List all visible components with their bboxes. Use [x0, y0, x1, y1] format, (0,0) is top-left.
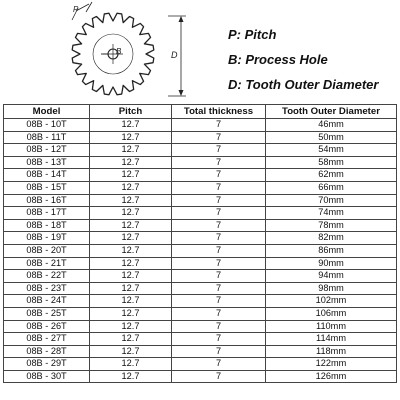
cell-tooth-outer-diameter: 50mm [266, 131, 397, 144]
table-header-row [4, 105, 397, 119]
cell-pitch: 12.7 [90, 358, 172, 371]
cell-tooth-outer-diameter: 54mm [266, 144, 397, 157]
table-row [4, 232, 397, 245]
pitch-label: P [73, 5, 79, 14]
cell-total-thickness: 7 [172, 119, 266, 132]
cell-tooth-outer-diameter: 90mm [266, 257, 397, 270]
cell-pitch: 12.7 [90, 156, 172, 169]
cell-pitch: 12.7 [90, 194, 172, 207]
diameter-label: D [171, 50, 178, 60]
cell-pitch: 12.7 [90, 295, 172, 308]
cell-model: 08B - 30T [4, 370, 90, 383]
table-row [4, 307, 397, 320]
cell-tooth-outer-diameter: 106mm [266, 307, 397, 320]
cell-total-thickness: 7 [172, 169, 266, 182]
cell-model: 08B - 16T [4, 194, 90, 207]
table-row [4, 181, 397, 194]
cell-model: 08B - 14T [4, 169, 90, 182]
table-row [4, 219, 397, 232]
cell-model: 08B - 17T [4, 207, 90, 220]
cell-model: 08B - 27T [4, 333, 90, 346]
cell-pitch: 12.7 [90, 181, 172, 194]
cell-model: 08B - 18T [4, 219, 90, 232]
header-pitch: Pitch [90, 105, 172, 119]
cell-tooth-outer-diameter: 62mm [266, 169, 397, 182]
cell-model: 08B - 12T [4, 144, 90, 157]
diameter-arrow-bottom [179, 90, 184, 96]
cell-total-thickness: 7 [172, 282, 266, 295]
cell-tooth-outer-diameter: 70mm [266, 194, 397, 207]
cell-model: 08B - 21T [4, 257, 90, 270]
cell-tooth-outer-diameter: 118mm [266, 345, 397, 358]
cell-pitch: 12.7 [90, 207, 172, 220]
cell-total-thickness: 7 [172, 257, 266, 270]
table-row [4, 156, 397, 169]
cell-pitch: 12.7 [90, 270, 172, 283]
cell-total-thickness: 7 [172, 232, 266, 245]
cell-total-thickness: 7 [172, 295, 266, 308]
cell-tooth-outer-diameter: 126mm [266, 370, 397, 383]
cell-total-thickness: 7 [172, 194, 266, 207]
header-tooth-outer-diameter: Tooth Outer Diameter [266, 105, 397, 119]
cell-tooth-outer-diameter: 86mm [266, 244, 397, 257]
cell-model: 08B - 13T [4, 156, 90, 169]
cell-tooth-outer-diameter: 78mm [266, 219, 397, 232]
legend-pitch: P: Pitch [228, 27, 277, 42]
cell-tooth-outer-diameter: 58mm [266, 156, 397, 169]
table-row [4, 207, 397, 220]
cell-model: 08B - 10T [4, 119, 90, 132]
header-total-thickness: Total thickness [172, 105, 266, 119]
cell-model: 08B - 15T [4, 181, 90, 194]
cell-tooth-outer-diameter: 110mm [266, 320, 397, 333]
cell-model: 08B - 20T [4, 244, 90, 257]
cell-total-thickness: 7 [172, 345, 266, 358]
cell-pitch: 12.7 [90, 333, 172, 346]
cell-tooth-outer-diameter: 82mm [266, 232, 397, 245]
table-row [4, 370, 397, 383]
table-body [4, 119, 397, 383]
cell-pitch: 12.7 [90, 370, 172, 383]
header-model: Model [4, 105, 90, 119]
table-row [4, 194, 397, 207]
cell-pitch: 12.7 [90, 119, 172, 132]
cell-model: 08B - 25T [4, 307, 90, 320]
legend-process-hole: B: Process Hole [228, 52, 328, 67]
cell-pitch: 12.7 [90, 169, 172, 182]
table-row [4, 257, 397, 270]
cell-model: 08B - 23T [4, 282, 90, 295]
cell-pitch: 12.7 [90, 232, 172, 245]
cell-total-thickness: 7 [172, 358, 266, 371]
cell-model: 08B - 26T [4, 320, 90, 333]
table-row [4, 244, 397, 257]
table-row [4, 358, 397, 371]
cell-total-thickness: 7 [172, 181, 266, 194]
cell-total-thickness: 7 [172, 270, 266, 283]
cell-model: 08B - 29T [4, 358, 90, 371]
table-row [4, 270, 397, 283]
hole-label: B [116, 47, 122, 56]
cell-model: 08B - 22T [4, 270, 90, 283]
cell-pitch: 12.7 [90, 131, 172, 144]
sprocket-diagram [0, 0, 230, 100]
table-row [4, 282, 397, 295]
cell-total-thickness: 7 [172, 219, 266, 232]
pitch-extension-right [86, 2, 92, 12]
cell-model: 08B - 24T [4, 295, 90, 308]
cell-tooth-outer-diameter: 98mm [266, 282, 397, 295]
cell-tooth-outer-diameter: 74mm [266, 207, 397, 220]
legend [228, 22, 398, 97]
cell-pitch: 12.7 [90, 244, 172, 257]
table-row [4, 333, 397, 346]
cell-tooth-outer-diameter: 114mm [266, 333, 397, 346]
table-row [4, 144, 397, 157]
diameter-arrow-top [179, 16, 184, 22]
cell-pitch: 12.7 [90, 144, 172, 157]
cell-pitch: 12.7 [90, 320, 172, 333]
cell-total-thickness: 7 [172, 307, 266, 320]
spec-table [3, 104, 397, 383]
cell-pitch: 12.7 [90, 345, 172, 358]
cell-total-thickness: 7 [172, 320, 266, 333]
cell-total-thickness: 7 [172, 370, 266, 383]
cell-pitch: 12.7 [90, 219, 172, 232]
cell-model: 08B - 19T [4, 232, 90, 245]
table-row [4, 345, 397, 358]
table-row [4, 295, 397, 308]
cell-total-thickness: 7 [172, 144, 266, 157]
cell-pitch: 12.7 [90, 282, 172, 295]
cell-pitch: 12.7 [90, 307, 172, 320]
cell-total-thickness: 7 [172, 131, 266, 144]
legend-diameter: D: Tooth Outer Diameter [228, 77, 379, 92]
cell-tooth-outer-diameter: 94mm [266, 270, 397, 283]
table-row [4, 119, 397, 132]
cell-total-thickness: 7 [172, 333, 266, 346]
cell-total-thickness: 7 [172, 207, 266, 220]
table-row [4, 320, 397, 333]
cell-model: 08B - 11T [4, 131, 90, 144]
cell-total-thickness: 7 [172, 156, 266, 169]
cell-tooth-outer-diameter: 122mm [266, 358, 397, 371]
cell-tooth-outer-diameter: 66mm [266, 181, 397, 194]
cell-total-thickness: 7 [172, 244, 266, 257]
cell-pitch: 12.7 [90, 257, 172, 270]
cell-model: 08B - 28T [4, 345, 90, 358]
cell-tooth-outer-diameter: 46mm [266, 119, 397, 132]
cell-tooth-outer-diameter: 102mm [266, 295, 397, 308]
table-row [4, 169, 397, 182]
table-row [4, 131, 397, 144]
